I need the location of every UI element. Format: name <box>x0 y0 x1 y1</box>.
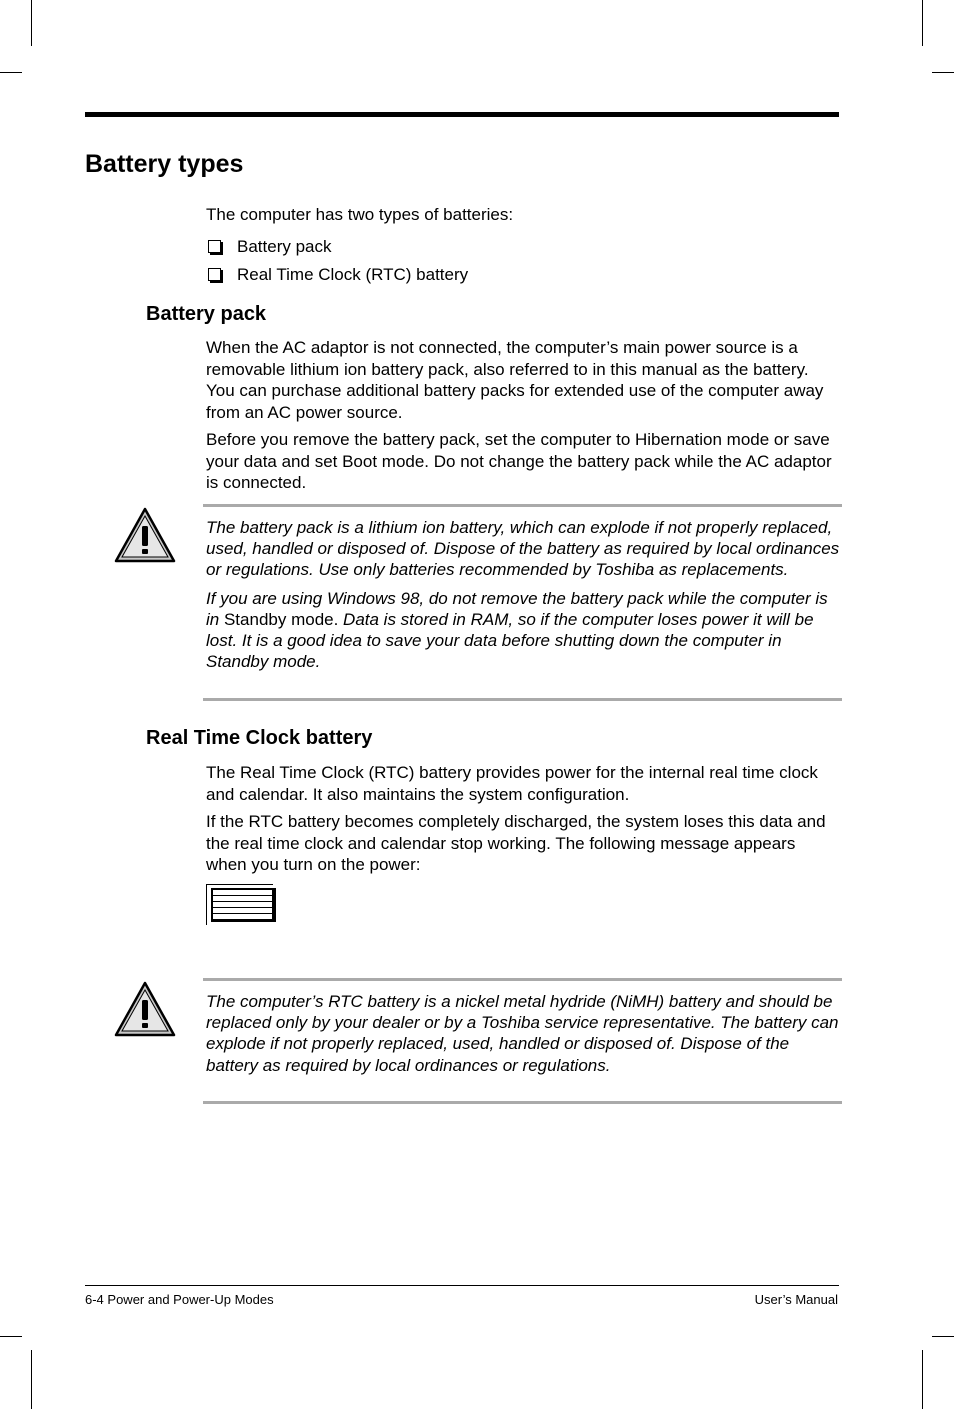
paragraph: Before you remove the battery pack, set the computer to Hibernation mode or save your data and set Boot mode. Do not change the battery pack while the AC adaptor is connected. <box>206 430 832 492</box>
crop-mark <box>932 72 954 73</box>
checkbox-bullet-icon <box>208 268 221 281</box>
paragraph: If the RTC battery becomes completely discharged, the system loses this data and the real time clock and calendar stop working. The following message appears when you turn on the power: <box>206 812 826 874</box>
paragraph: The Real Time Clock (RTC) battery provides power for the internal real time clock and calendar. It also maintains the system configuration. <box>206 763 818 804</box>
crop-mark <box>31 1350 32 1409</box>
footer-left: 6-4 Power and Power-Up Modes <box>85 1292 274 1307</box>
battery-pack-caution <box>203 504 842 701</box>
rtc-section <box>206 762 838 882</box>
footer-right: User’s Manual <box>754 1292 838 1307</box>
caution-text: If you are using Windows 98, do not remove the battery pack while the computer is in Standby mode. Data is stored in RAM, so if the computer loses power it will be lost. It is a good idea to save your data before shutting down the computer in Standby mode. <box>206 588 828 672</box>
page-title: Battery types <box>85 150 244 178</box>
header-rule <box>85 112 839 117</box>
intro-text: The computer has two types of batteries: <box>206 205 514 224</box>
crop-mark <box>31 0 32 46</box>
checkbox-bullet-icon <box>208 240 221 253</box>
battery-type-list <box>206 233 838 289</box>
rtc-message-screen <box>206 884 273 925</box>
battery-pack-heading: Battery pack <box>146 303 267 325</box>
crop-mark <box>0 1336 22 1337</box>
list-item: Battery pack <box>206 233 838 261</box>
crop-mark <box>0 72 22 73</box>
message-screen-lines <box>211 888 276 922</box>
caution-text: The computer’s RTC battery is a nickel metal hydride (NiMH) battery and should be replaced only by your dealer or by a Toshiba service representative. The battery can explode if not properly replaced, used, handled or disposed of. Dispose of the battery as required by local ordinances or regulations. <box>206 992 839 1075</box>
intro-section <box>206 204 838 289</box>
crop-mark <box>922 1350 923 1409</box>
caution-triangle-icon <box>114 980 176 1038</box>
paragraph: When the AC adaptor is not connected, the computer’s main power source is a removable lithium ion battery pack, also referred to in this manual as the battery. You can purchase additional battery packs for extended use of the computer away from an AC power source. <box>206 338 824 422</box>
caution-text: The battery pack is a lithium ion battery, which can explode if not properly replaced, used, handled or disposed of. Dispose of the battery as required by local ordinances or regulations. Use only batteries recommended by Toshiba as replacements. <box>206 518 840 580</box>
crop-mark <box>932 1336 954 1337</box>
list-item: Real Time Clock (RTC) battery <box>206 261 838 289</box>
rtc-heading: Real Time Clock battery <box>146 727 373 749</box>
footer-rule <box>85 1285 839 1286</box>
caution-triangle-icon <box>114 506 176 564</box>
rtc-caution <box>203 978 842 1104</box>
crop-mark <box>922 0 923 46</box>
battery-pack-section <box>206 337 838 500</box>
